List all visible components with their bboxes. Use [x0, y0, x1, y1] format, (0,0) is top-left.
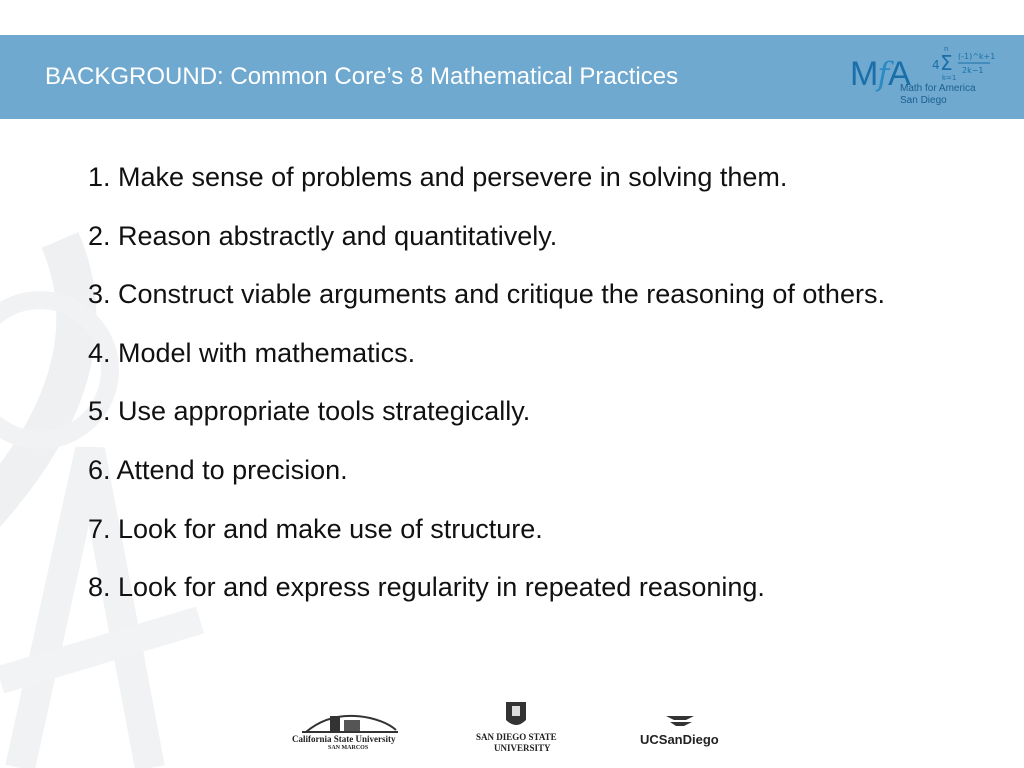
mfa-org-name: [900, 83, 976, 107]
csusm-campus: SAN MARCOS: [328, 745, 369, 751]
practice-item-8: 8. Look for and express regularity in repeated reasoning.: [88, 572, 765, 603]
csusm-name: California State University: [292, 734, 396, 744]
practice-item-7: 7. Look for and make use of structure.: [88, 513, 543, 544]
title-bar: [0, 35, 1024, 119]
svg-text:k=1: k=1: [942, 74, 957, 82]
svg-text:(-1)^k+1: (-1)^k+1: [958, 52, 996, 61]
mfa-org-line1: Math for America: [900, 83, 976, 94]
mfa-wordmark: MfA: [850, 55, 910, 93]
practice-item-3: 3. Construct viable arguments and critique the reasoning of others.: [88, 279, 885, 310]
partner-logos: [0, 690, 1024, 768]
practice-item-2: 2. Reason abstractly and quantitatively.: [88, 220, 558, 251]
sdsu-shield-icon: [474, 700, 558, 730]
ucsd-mark-icon: [636, 712, 726, 730]
practices-list: [88, 148, 968, 617]
summation-formula-icon: [932, 43, 998, 83]
csusm-logo: [292, 708, 402, 758]
svg-text:n: n: [944, 45, 949, 53]
practice-item-5: 5. Use appropriate tools strategically.: [88, 396, 531, 427]
practice-item-6: 6. Attend to precision.: [88, 454, 348, 485]
practice-item-4: 4. Model with mathematics.: [88, 337, 416, 368]
sdsu-name: SAN DIEGO STATE: [476, 732, 557, 742]
practice-item-1: 1. Make sense of problems and persevere in solving them.: [88, 162, 788, 192]
slide-title: BACKGROUND: Common Core’s 8 Mathematical Practices: [45, 63, 679, 90]
csusm-building-icon: [292, 708, 402, 734]
ucsd-name: UCSanDiego: [640, 732, 719, 747]
mfa-org-line2: San Diego: [900, 95, 947, 106]
sdsu-university: UNIVERSITY: [494, 743, 551, 753]
svg-text:Σ: Σ: [940, 51, 953, 75]
ucsd-logo: [636, 712, 726, 752]
mfa-logo: [850, 43, 1000, 115]
sdsu-logo: [474, 700, 558, 760]
svg-text:4: 4: [932, 58, 940, 72]
svg-text:2k−1: 2k−1: [962, 66, 984, 75]
